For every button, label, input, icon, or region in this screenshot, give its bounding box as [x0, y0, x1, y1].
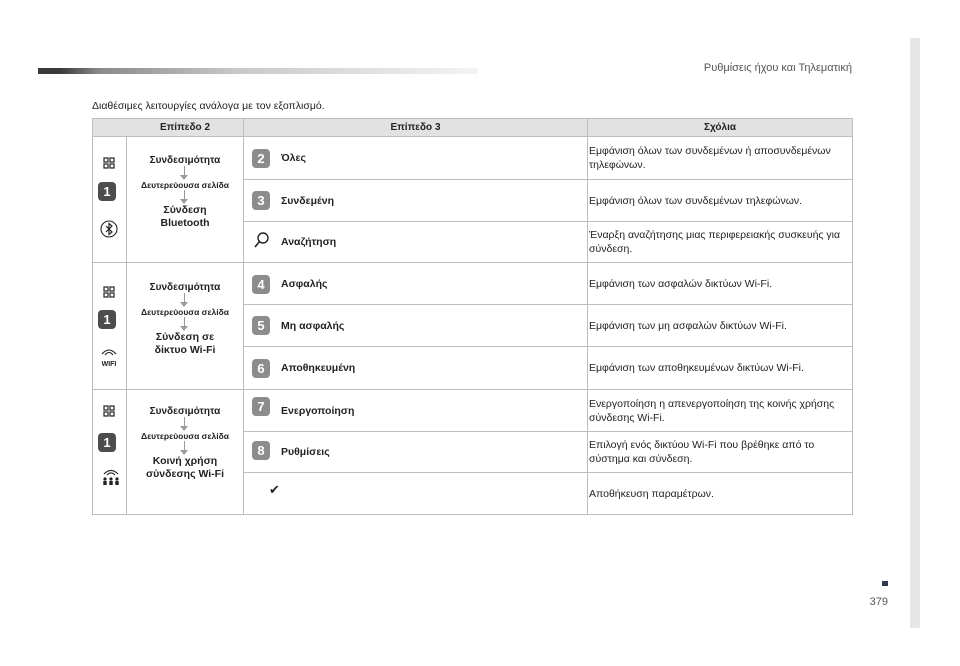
- level3-label: [281, 473, 401, 514]
- level3-label: Ενεργοποίηση: [281, 404, 355, 417]
- level3-label: Συνδεμένη: [281, 194, 335, 207]
- level1-badge: 1: [98, 310, 116, 329]
- functions-table: [92, 118, 853, 515]
- header-level3: Επίπεδο 3: [390, 122, 441, 133]
- comment-text: Εμφάνιση όλων των συνδεμένων ή αποσυνδεμένων τηλεφώνων.: [589, 145, 831, 171]
- checkmark-icon: ✔: [269, 482, 280, 497]
- level3-label: Ρυθμίσεις: [281, 446, 330, 458]
- comment-text: Αποθήκευση παραμέτρων.: [589, 487, 714, 500]
- level2-title: Συνδεσιμότητα: [149, 282, 221, 293]
- row-badge: 2: [252, 149, 270, 168]
- wifi-icon: [97, 343, 121, 369]
- level2-column: [127, 282, 243, 357]
- header-gradient-bar: [38, 68, 478, 74]
- level3-label: Μη ασφαλής: [281, 319, 345, 332]
- row-badge: 8: [252, 441, 270, 460]
- header-comments: Σχόλια: [704, 122, 736, 133]
- arrow-down-icon: [127, 166, 243, 180]
- level2-button: Κοινή χρήση σύνδεσης Wi-Fi: [145, 455, 225, 480]
- arrow-down-icon: [127, 417, 243, 431]
- level2-title: Συνδεσιμότητα: [149, 155, 221, 166]
- row-badge: 6: [252, 359, 270, 378]
- arrow-down-icon: [127, 317, 243, 331]
- level2-button: Σύνδεση σε δίκτυο Wi-Fi: [154, 331, 216, 356]
- search-icon: [253, 231, 271, 251]
- level3-label: Ασφαλής: [281, 277, 328, 290]
- comment-text: Επιλογή ενός δικτύου Wi-Fi που βρέθηκε από το σύστημα και σύνδεση.: [589, 439, 815, 465]
- arrow-down-icon: [127, 441, 243, 455]
- page-header-title: Ρυθμίσεις ήχου και Τηλεματική: [703, 62, 852, 74]
- level2-button: Σύνδεση Bluetooth: [160, 204, 210, 229]
- comment-text: Εμφάνιση των αποθηκευμένων δικτύων Wi-Fi.: [589, 362, 804, 374]
- grid-icon: [99, 401, 119, 421]
- grid-icon: [99, 153, 119, 173]
- comment-text: Εμφάνιση όλων των συνδεμένων τηλεφώνων.: [589, 194, 803, 207]
- page-number: 379: [869, 596, 888, 608]
- level2-subtitle: Δευτερεύουσα σελίδα: [140, 431, 230, 441]
- hotspot-icon: [101, 467, 121, 487]
- comment-text: Εμφάνιση των ασφαλών δικτύων Wi-Fi.: [589, 277, 773, 290]
- page-marker: [882, 581, 888, 586]
- level2-subtitle: Δευτερεύουσα σελίδα: [140, 307, 230, 317]
- header-level2: Επίπεδο 2: [159, 122, 211, 133]
- level3-label: Αναζήτηση: [281, 236, 337, 248]
- grid-icon: [99, 282, 119, 302]
- row-badge: 3: [252, 191, 270, 210]
- table-header: [93, 119, 852, 137]
- level2-column: [127, 406, 243, 481]
- row-badge: 7: [252, 397, 270, 416]
- side-margin-strip: [910, 38, 920, 628]
- level1-badge: 1: [98, 182, 116, 201]
- wifi-label: WIFI: [101, 361, 117, 368]
- level2-subtitle: Δευτερεύουσα σελίδα: [140, 180, 230, 190]
- comment-text: Έναρξη αναζήτησης μιας περιφερειακής συσκευής για σύνδεση.: [589, 229, 841, 255]
- level2-column: [127, 155, 243, 230]
- arrow-down-icon: [127, 190, 243, 204]
- arrow-down-icon: [127, 293, 243, 307]
- row-badge: 4: [252, 275, 270, 294]
- comment-text: Ενεργοποίηση η απενεργοποίηση της κοινής χρήσης σύνδεσης Wi-Fi.: [589, 397, 835, 424]
- level1-badge: 1: [98, 433, 116, 452]
- comment-text: Εμφάνιση των μη ασφαλών δικτύων Wi-Fi.: [589, 319, 787, 332]
- level3-label: Όλες: [281, 152, 306, 164]
- wifi-waves-icon: [99, 346, 119, 356]
- row-badge: 5: [252, 316, 270, 335]
- bluetooth-icon: [99, 219, 119, 239]
- level3-label: Αποθηκευμένη: [281, 362, 356, 374]
- level2-title: Συνδεσιμότητα: [149, 406, 221, 417]
- intro-text: Διαθέσιμες λειτουργίες ανάλογα με τον εξοπλισμό.: [92, 100, 325, 112]
